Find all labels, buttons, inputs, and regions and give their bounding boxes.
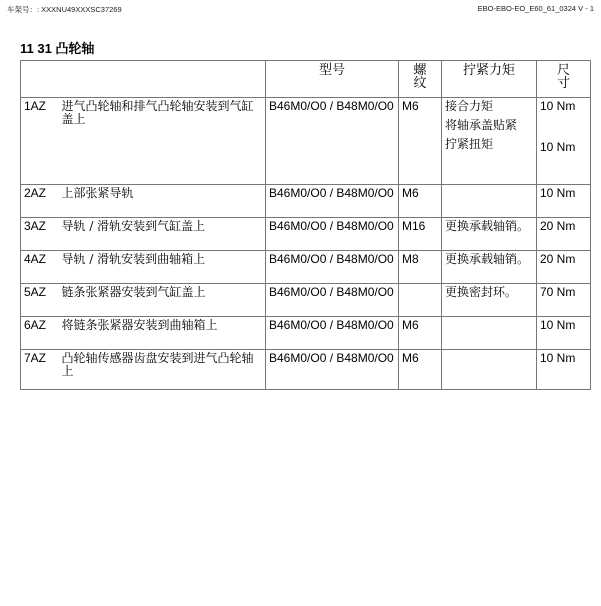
row-torque: 更换承载轴销。 (442, 218, 537, 251)
row-torque: 更换密封环。 (442, 284, 537, 317)
row-description: 凸轮轴传感器齿盘安装到进气凸轮轴上 (59, 350, 266, 390)
row-size: 10 Nm (537, 317, 591, 350)
row-model: B46M0/O0 / B48M0/O0 (266, 350, 399, 390)
torque-line: 将轴承盖贴紧 (445, 118, 518, 132)
row-number: 1AZ (21, 98, 59, 185)
row-thread: M6 (399, 317, 442, 350)
table-row (21, 218, 591, 251)
table-row (21, 350, 591, 390)
row-number: 5AZ (21, 284, 59, 317)
row-torque: 更换承载轴销。 (442, 251, 537, 284)
row-number: 2AZ (21, 185, 59, 218)
header-size: 尺 寸 (537, 61, 591, 98)
row-number: 4AZ (21, 251, 59, 284)
row-size: 70 Nm (537, 284, 591, 317)
row-number: 6AZ (21, 317, 59, 350)
header-description (21, 61, 266, 98)
row-torque (442, 98, 537, 185)
row-description: 导轨 / 滑轨安装到气缸盖上 (59, 218, 266, 251)
row-size: 20 Nm (537, 251, 591, 284)
section-title: 11 31 凸轮轴 (20, 41, 95, 56)
row-size (537, 98, 591, 185)
row-model: B46M0/O0 / B48M0/O0 (266, 98, 399, 185)
torque-line: 接合力矩 (445, 99, 494, 113)
row-thread: M6 (399, 350, 442, 390)
row-size: 10 Nm (537, 185, 591, 218)
row-description: 导轨 / 滑轨安装到曲轴箱上 (59, 251, 266, 284)
row-thread: M6 (399, 185, 442, 218)
vin-label: 车架号：: XXXNU49XXXSC37269 (7, 5, 122, 14)
row-description: 进气凸轮轴和排气凸轮轴安装到气缸盖上 (59, 98, 266, 185)
row-size: 10 Nm (537, 350, 591, 390)
size-line: 10 Nm (540, 99, 576, 113)
row-model: B46M0/O0 / B48M0/O0 (266, 218, 399, 251)
row-size: 20 Nm (537, 218, 591, 251)
size-line: 10 Nm (540, 140, 576, 154)
header-torque: 拧紧力矩 (442, 61, 537, 98)
header-thread: 螺 纹 (399, 61, 442, 98)
document-id: EBO-EBO-EO_E60_61_0324 V - 1 (477, 4, 594, 13)
row-description: 链条张紧器安装到气缸盖上 (59, 284, 266, 317)
row-model: B46M0/O0 / B48M0/O0 (266, 284, 399, 317)
table-row (21, 284, 591, 317)
row-torque (442, 350, 537, 390)
row-number: 7AZ (21, 350, 59, 390)
row-thread: M6 (399, 98, 442, 185)
row-model: B46M0/O0 / B48M0/O0 (266, 251, 399, 284)
torque-spec-table (20, 60, 591, 390)
torque-line: 拧紧扭矩 (445, 137, 494, 151)
row-torque (442, 317, 537, 350)
header-model: 型号 (266, 61, 399, 98)
row-thread: M8 (399, 251, 442, 284)
table-header-row (21, 61, 591, 98)
table-row (21, 251, 591, 284)
row-thread (399, 284, 442, 317)
table-row (21, 317, 591, 350)
row-model: B46M0/O0 / B48M0/O0 (266, 317, 399, 350)
table-row (21, 185, 591, 218)
row-model: B46M0/O0 / B48M0/O0 (266, 185, 399, 218)
row-torque (442, 185, 537, 218)
row-number: 3AZ (21, 218, 59, 251)
table-row (21, 98, 591, 185)
row-description: 将链条张紧器安装到曲轴箱上 (59, 317, 266, 350)
row-description: 上部张紧导轨 (59, 185, 266, 218)
row-thread: M16 (399, 218, 442, 251)
